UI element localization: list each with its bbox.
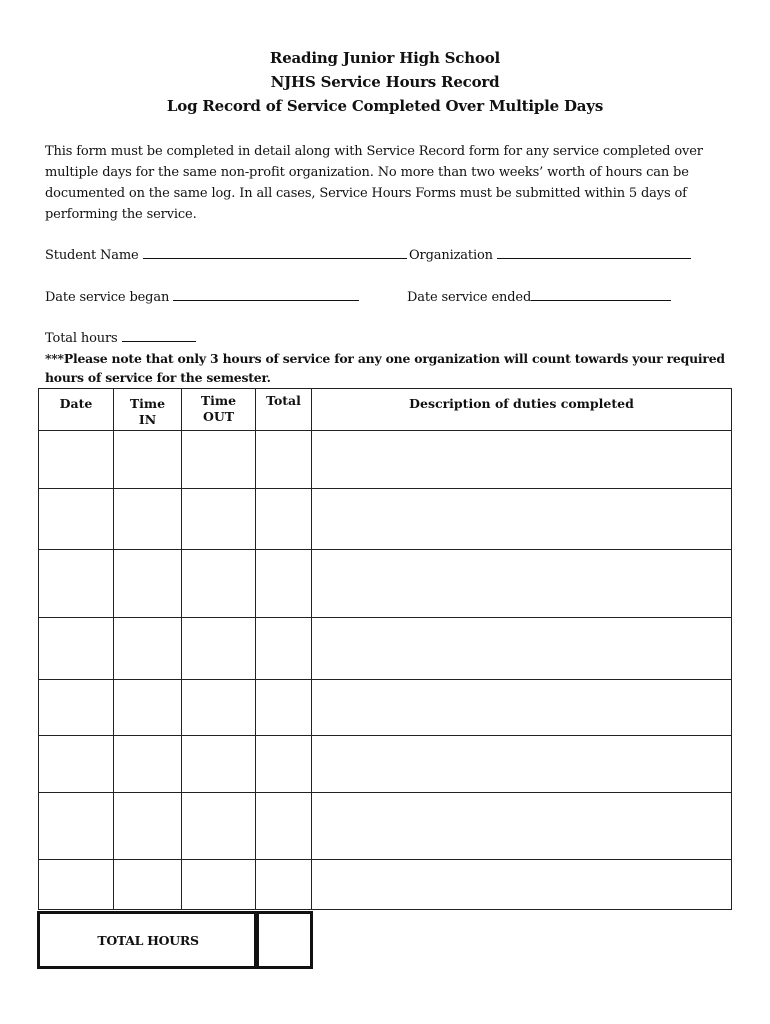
time-in-cell[interactable]	[114, 680, 182, 736]
date-ended-row	[407, 288, 671, 305]
total-cell[interactable]	[256, 550, 312, 618]
time-in-cell[interactable]	[114, 550, 182, 618]
date-began-label: Date service began	[45, 290, 170, 305]
total-cell[interactable]	[256, 618, 312, 680]
date-cell[interactable]	[39, 680, 114, 736]
description-cell[interactable]	[312, 489, 732, 550]
log-title: Log Record of Service Completed Over Multiple Days	[166, 97, 604, 115]
date-cell[interactable]	[39, 860, 114, 910]
time-out-cell[interactable]	[182, 736, 256, 793]
instructions-line: performing the service.	[45, 207, 197, 222]
table-row	[39, 736, 732, 793]
description-header: Description of duties completed	[312, 389, 732, 431]
time-in-cell[interactable]	[114, 431, 182, 489]
time-out-cell[interactable]	[182, 860, 256, 910]
description-cell[interactable]	[312, 680, 732, 736]
student-name-field[interactable]	[143, 246, 407, 259]
total-cell[interactable]	[256, 489, 312, 550]
total-hours-box	[37, 911, 313, 967]
table-row	[39, 489, 732, 550]
total-header: Total	[256, 389, 312, 431]
organization-label: Organization	[409, 248, 493, 263]
total-cell[interactable]	[256, 431, 312, 489]
time-out-cell[interactable]	[182, 680, 256, 736]
date-began-row	[45, 288, 359, 305]
total-hours-field[interactable]	[122, 329, 196, 342]
instructions-paragraph	[45, 141, 715, 225]
total-hours-row	[45, 329, 196, 346]
date-cell[interactable]	[39, 431, 114, 489]
time-out-header: Time OUT	[182, 389, 256, 431]
table-row	[39, 860, 732, 910]
instructions-line: documented on the same log. In all cases, Service Hours Forms must be submitted within 5 days of	[45, 186, 687, 201]
total-cell[interactable]	[256, 793, 312, 860]
total-cell[interactable]	[256, 860, 312, 910]
instructions-line: multiple days for the same non-profit organization. No more than two weeks’ worth of hours can be	[45, 165, 689, 180]
time-in-header: Time IN	[114, 389, 182, 431]
service-limit-note	[45, 349, 735, 387]
service-log-table	[38, 388, 732, 910]
time-out-cell[interactable]	[182, 489, 256, 550]
total-cell[interactable]	[256, 736, 312, 793]
record-title: NJHS Service Hours Record	[270, 73, 500, 91]
time-out-cell[interactable]	[182, 550, 256, 618]
school-title: Reading Junior High School	[269, 49, 501, 67]
total-cell[interactable]	[256, 680, 312, 736]
organization-field[interactable]	[497, 246, 691, 259]
time-in-cell[interactable]	[114, 736, 182, 793]
description-cell[interactable]	[312, 550, 732, 618]
date-cell[interactable]	[39, 489, 114, 550]
description-cell[interactable]	[312, 736, 732, 793]
table-row	[39, 793, 732, 860]
date-cell[interactable]	[39, 736, 114, 793]
organization-row	[409, 246, 691, 263]
date-ended-field[interactable]	[531, 288, 671, 301]
description-cell[interactable]	[312, 431, 732, 489]
date-cell[interactable]	[39, 550, 114, 618]
table-row	[39, 680, 732, 736]
student-name-row	[45, 246, 407, 263]
note-line: hours of service for the semester.	[45, 370, 271, 385]
description-cell[interactable]	[312, 793, 732, 860]
student-name-label: Student Name	[45, 248, 139, 263]
total-hours-footer-label: TOTAL HOURS	[37, 911, 259, 969]
time-in-cell[interactable]	[114, 618, 182, 680]
date-cell[interactable]	[39, 793, 114, 860]
table-row	[39, 431, 732, 489]
description-cell[interactable]	[312, 618, 732, 680]
time-out-cell[interactable]	[182, 431, 256, 489]
time-in-cell[interactable]	[114, 489, 182, 550]
time-out-cell[interactable]	[182, 618, 256, 680]
time-out-cell[interactable]	[182, 793, 256, 860]
table-header-row	[39, 389, 732, 431]
note-line: ***Please note that only 3 hours of service for any one organization will count towards your required	[45, 351, 725, 366]
date-cell[interactable]	[39, 618, 114, 680]
time-in-cell[interactable]	[114, 860, 182, 910]
table-row	[39, 618, 732, 680]
time-in-cell[interactable]	[114, 793, 182, 860]
instructions-line: This form must be completed in detail along with Service Record form for any service completed over	[45, 144, 703, 159]
table-row	[39, 550, 732, 618]
description-cell[interactable]	[312, 860, 732, 910]
total-hours-value-cell[interactable]	[254, 911, 313, 969]
date-header: Date	[39, 389, 114, 431]
date-began-field[interactable]	[173, 288, 359, 301]
date-ended-label: Date service ended	[407, 290, 532, 305]
total-hours-label: Total hours	[45, 331, 118, 346]
